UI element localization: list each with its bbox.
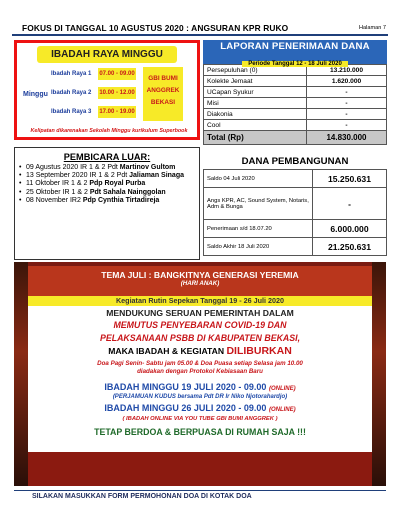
- banner-line-text: MAKA IBADAH & KEGIATAN: [108, 346, 225, 356]
- ibadah-day: Minggu: [23, 91, 48, 98]
- online-tag: (ONLINE): [268, 407, 296, 413]
- ibadah-note: Kelipatan dikarenakan Sekolah Minggu kurikulum Superbook: [30, 128, 188, 134]
- pembicara-title: PEMBICARA LUAR:: [63, 152, 151, 162]
- ibadah-row-time: 07.00 - 09.00: [98, 68, 136, 80]
- row-label: Angs KPR, AC, Sound System, Notaris, Adm & Bunga: [204, 188, 313, 220]
- ibadah-row: [51, 104, 133, 119]
- page-number: Halaman 7: [358, 25, 386, 31]
- banner-line-ibadah-26: [28, 403, 372, 413]
- speaker-name: Jaliaman Sinaga: [129, 172, 184, 180]
- banner-content: [28, 296, 372, 452]
- laporan-penerimaan: [203, 40, 387, 148]
- ibadah-place-line: ANGGREK: [146, 87, 180, 94]
- row-label: Saldo Akhir 18 Juli 2020: [204, 238, 313, 256]
- banner-line: ( IBADAH ONLINE VIA YOU TUBE GBI BUMI ANGGREK ): [122, 416, 278, 422]
- ibadah-place-line: BEKASI: [150, 99, 176, 106]
- speaker-name: Pdt Sahala Nainggolan: [89, 188, 166, 196]
- speaker-date: 11 Oktober IR 1 & 2: [26, 180, 88, 188]
- table-row: [204, 120, 387, 131]
- ibadah-row-time: 17.00 - 19.00: [98, 106, 136, 118]
- laporan-title: LAPORAN PENERIMAAN DANA: [220, 41, 370, 52]
- page-header: [12, 22, 388, 36]
- banner-highlight: DILIBURKAN: [226, 345, 292, 357]
- banner-theme: [28, 266, 372, 296]
- online-tag: (ONLINE): [268, 386, 296, 392]
- banner-frame-left: [14, 262, 28, 486]
- total-row: [204, 131, 387, 145]
- speaker-name: Pdp Cynthia Tirtadireja: [82, 196, 160, 204]
- speaker-date: 25 Oktober IR 1 & 2: [26, 188, 88, 196]
- banner-line-text: IBADAH MINGGU 19 JULI 2020 - 09.00: [104, 382, 267, 392]
- table-row: [204, 76, 387, 87]
- table-row: [204, 170, 387, 188]
- banner-frame-right: [372, 262, 386, 486]
- banner-line-liburan: [28, 345, 372, 357]
- speaker-date: 13 September 2020 IR 1 & 2 Pdt: [26, 172, 128, 180]
- ibadah-row-label: Ibadah Raya 2: [51, 90, 92, 96]
- row-label: Misi: [204, 98, 307, 109]
- pembicara-luar: [14, 147, 200, 260]
- ibadah-place: [143, 67, 183, 121]
- row-value: 1.620.000: [307, 76, 387, 87]
- row-value: -: [307, 109, 387, 120]
- speaker-name: Martinov Gultom: [119, 164, 176, 171]
- row-value: -: [307, 87, 387, 98]
- row-label: Penerimaan s/d 18.07.20: [204, 220, 313, 238]
- speaker-name: Pdp Royal Purba: [89, 180, 146, 188]
- banner-line: TETAP BERDOA & BERPUASA DI RUMAH SAJA !!!: [94, 427, 306, 437]
- table-row: [204, 220, 387, 238]
- row-value: 13.210.000: [307, 65, 387, 76]
- banner-line: (PERJAMUAN KUDUS bersama Pdt DR Ir Niko Njotorahardjo): [112, 394, 288, 400]
- speaker-date: 08 November IR2: [26, 196, 81, 204]
- list-item: [19, 197, 199, 205]
- ibadah-row-label: Ibadah Raya 3: [51, 109, 92, 115]
- laporan-header: [203, 40, 387, 67]
- table-row: [204, 188, 387, 220]
- ibadah-row: [51, 66, 133, 81]
- banner-line: MENDUKUNG SERUAN PEMERINTAH DALAM: [106, 308, 294, 318]
- ibadah-schedule-box: [14, 40, 200, 140]
- row-label: Diakonia: [204, 109, 307, 120]
- banner-line: PELAKSANAAN PSBB DI KABUPATEN BEKASI,: [99, 333, 301, 343]
- ibadah-place-line: GBI BUMI: [148, 75, 178, 82]
- row-label: Persepuluhan (0): [204, 65, 307, 76]
- row-label: Cool: [204, 120, 307, 131]
- list-item: [19, 180, 199, 188]
- table-row: [204, 109, 387, 120]
- announcement-banner: [14, 262, 386, 486]
- table-row: [204, 238, 387, 256]
- theme-title: TEMA JULI : BANGKITNYA GENERASI YEREMIA: [101, 270, 299, 280]
- ibadah-row-label: Ibadah Raya 1: [51, 71, 92, 77]
- pembicara-list: [19, 164, 199, 205]
- ibadah-row-time: 10.00 - 12.00: [98, 87, 136, 99]
- ibadah-title: IBADAH RAYA MINGGU: [37, 46, 177, 63]
- list-item: [19, 164, 199, 172]
- row-label: UCapan Syukur: [204, 87, 307, 98]
- row-value: 15.250.631: [313, 170, 387, 188]
- list-item: [19, 172, 199, 180]
- theme-subtitle: (HARI ANAK): [180, 280, 220, 287]
- banner-bottom: [28, 452, 372, 486]
- page-footer: [14, 490, 386, 504]
- footer-text: SILAKAN MASUKKAN FORM PERMOHONAN DOA DI KOTAK DOA: [32, 493, 252, 500]
- total-label: Total (Rp): [204, 131, 307, 145]
- dana-pembangunan: [203, 155, 387, 261]
- dana-table: [203, 169, 387, 256]
- row-value: -: [307, 98, 387, 109]
- dana-title: DANA PEMBANGUNAN: [241, 156, 349, 167]
- table-row: [204, 98, 387, 109]
- speaker-date: 09 Agustus 2020 IR 1 & 2 Pdt: [26, 164, 118, 171]
- kegiatan-strip: Kegiatan Rutin Sepekan Tanggal 19 - 26 Juli 2020: [28, 296, 372, 306]
- banner-line: Doa Pagi Senin- Sabtu jam 05.00 & Doa Puasa setiap Selasa jam 10.00: [97, 360, 303, 367]
- page-title: FOKUS DI TANGGAL 10 AGUSTUS 2020 : ANGSURAN KPR RUKO: [22, 23, 289, 33]
- laporan-table: [203, 64, 387, 145]
- row-label: Kolekte Jemaat: [204, 76, 307, 87]
- laporan-period: Periode Tanggal 12 - 18 Juli 2020: [242, 61, 348, 67]
- row-value: 6.000.000: [313, 220, 387, 238]
- total-value: 14.830.000: [307, 131, 387, 145]
- banner-line-ibadah-19: [28, 382, 372, 392]
- list-item: [19, 189, 199, 197]
- row-value: 21.250.631: [313, 238, 387, 256]
- banner-line: MEMUTUS PENYEBARAN COVID-19 DAN: [113, 320, 287, 330]
- table-row: [204, 87, 387, 98]
- banner-line: diadakan dengan Protokol Kebiasaan Baru: [137, 368, 263, 375]
- banner-line-text: IBADAH MINGGU 26 JULI 2020 - 09.00: [104, 403, 267, 413]
- row-value: -: [307, 120, 387, 131]
- ibadah-row: [51, 85, 133, 100]
- row-label: Saldo 04 Juli 2020: [204, 170, 313, 188]
- row-value: -: [313, 188, 387, 220]
